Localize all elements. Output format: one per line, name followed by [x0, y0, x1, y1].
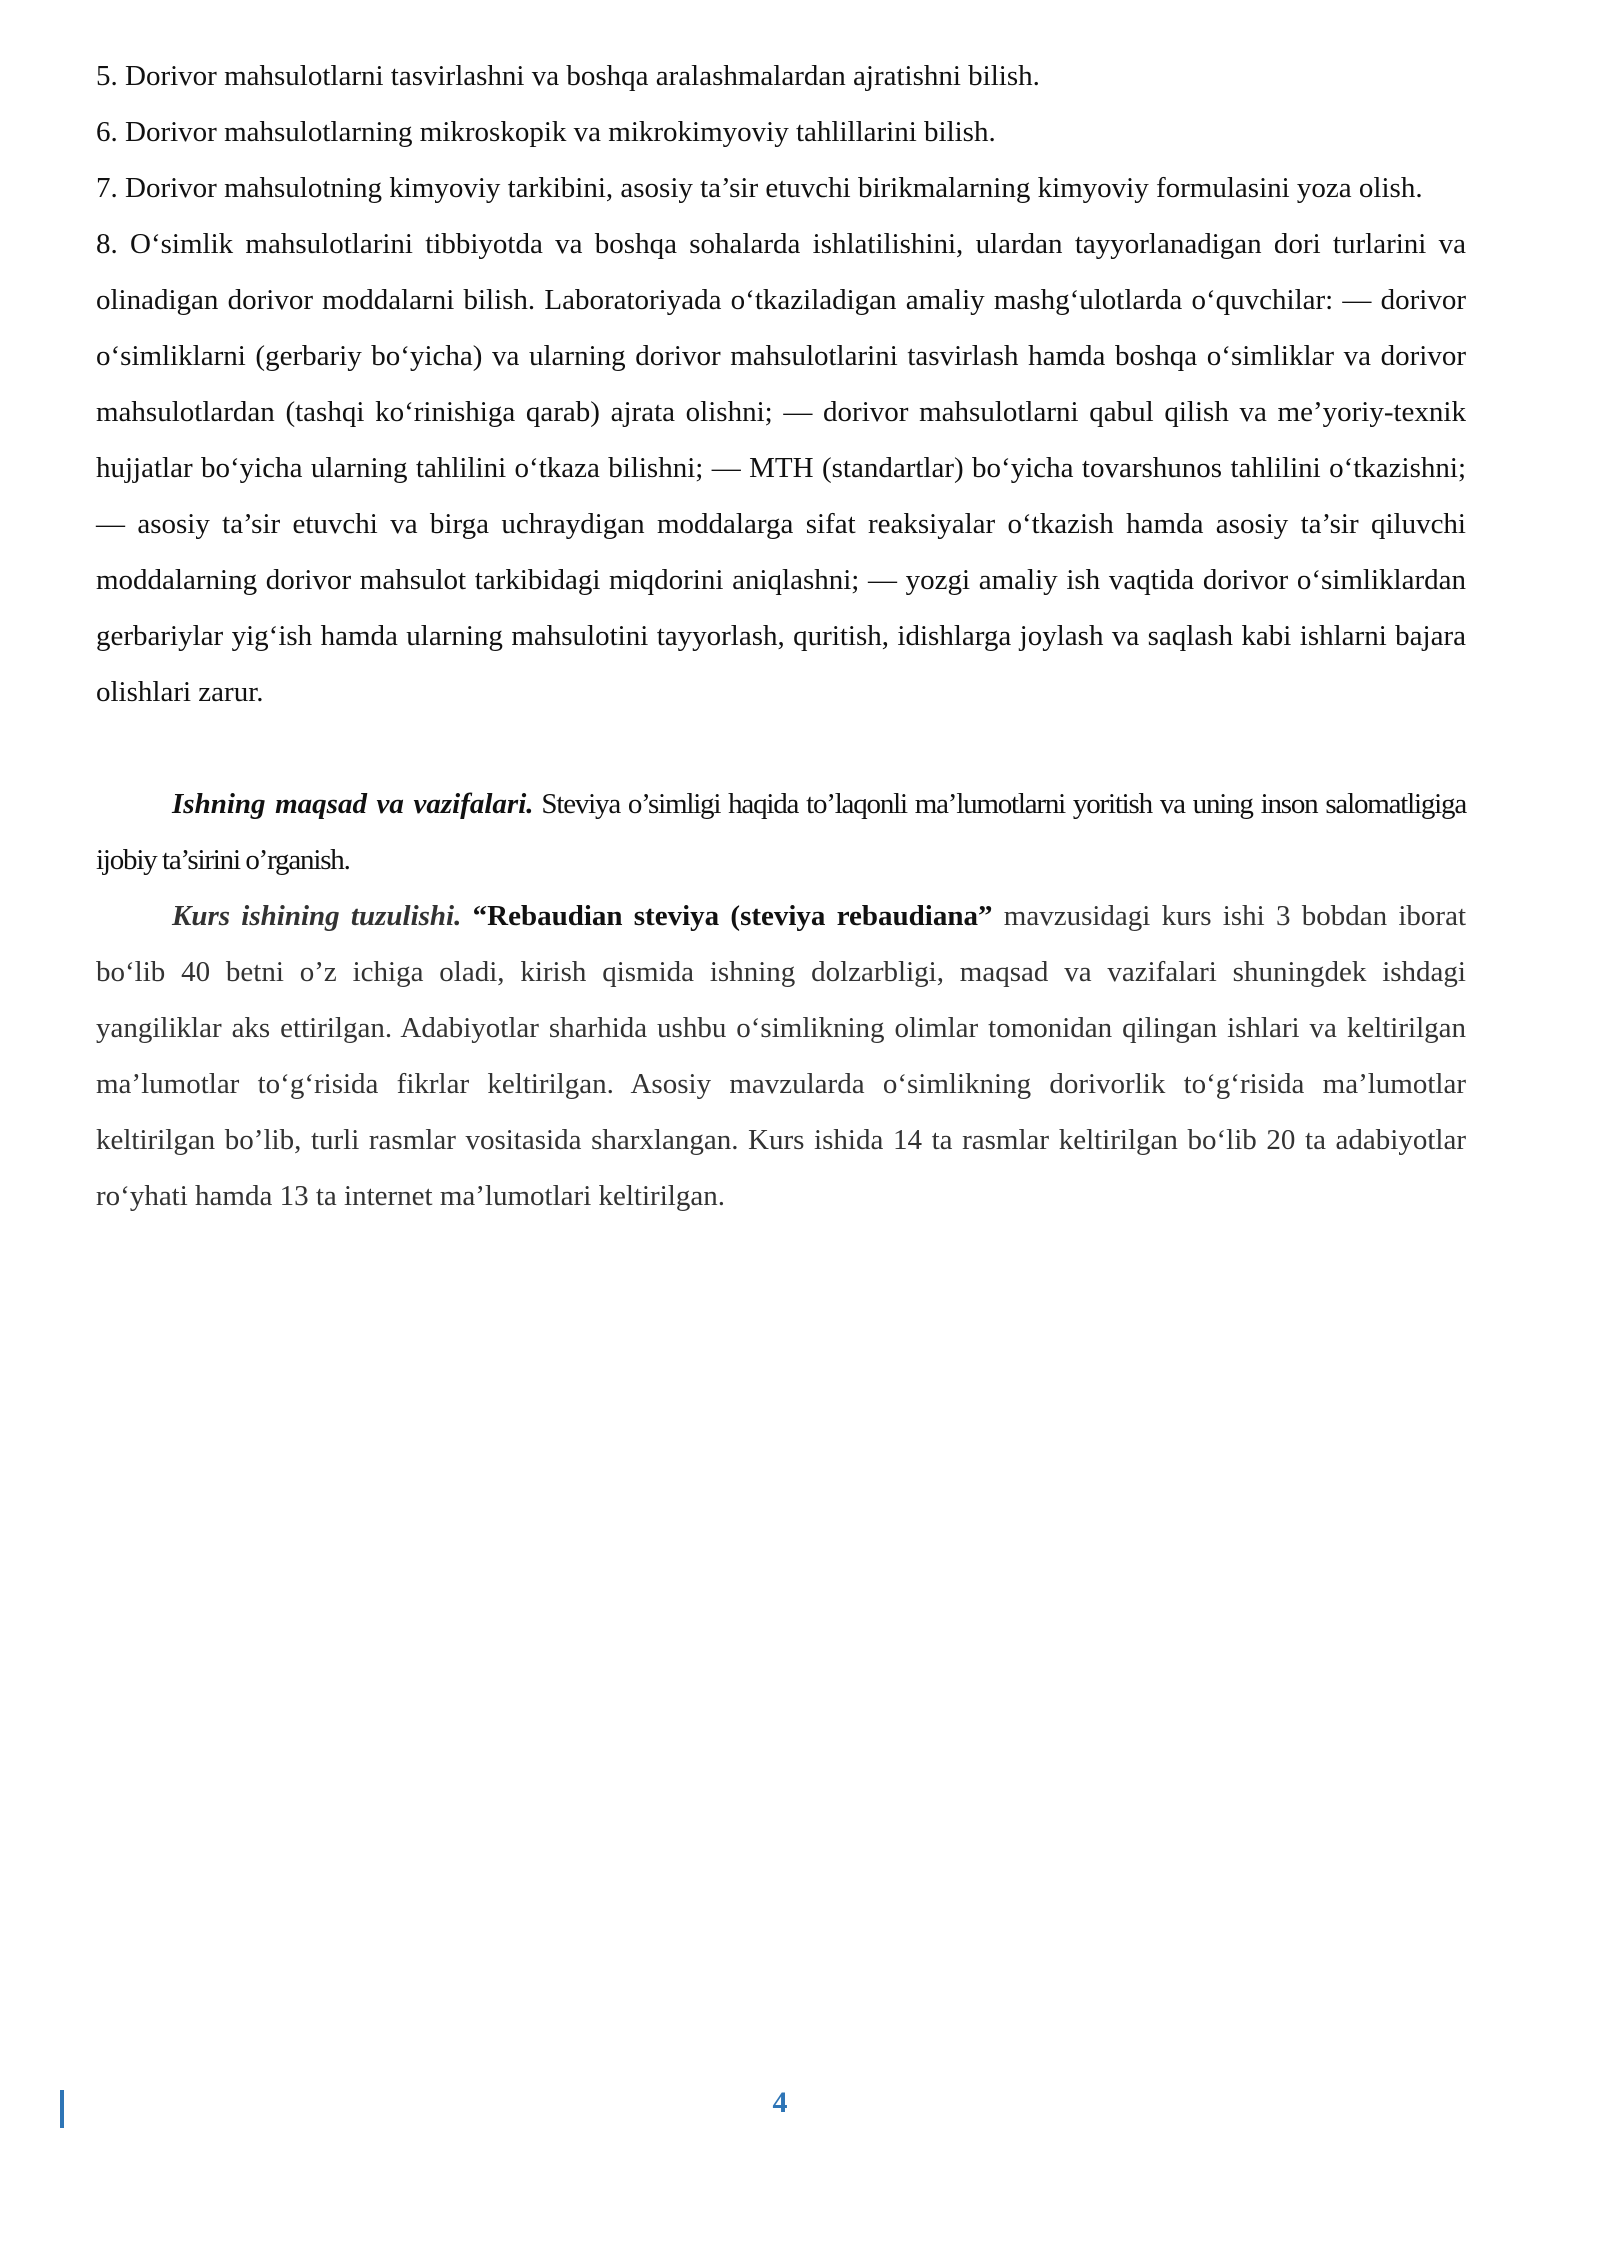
goals-paragraph: [96, 776, 1466, 888]
list-item-6: 6. Dorivor mahsulotlarning mikroskopik va mikrokimyoviy tahlillarini bilish.: [96, 116, 996, 148]
list-item-7: 7. Dorivor mahsulotning kimyoviy tarkibini, asosiy ta’sir etuvchi birikmalarning kimyoviy formulasini yoza olish.: [96, 172, 1423, 204]
structure-text: mavzusidagi kurs ishi 3 bobdan iborat bo‘lib 40 betni o’z ichiga oladi, kirish qismida ishning dolzarbligi, maqsad va vazifalari shuningdek ishdagi yangiliklar aks ettirilgan. Adabiyotlar sharhida ushbu o‘simlikning olimlar tomonidan qilingan ishlari va keltirilgan ma’lumotlar to‘g‘risida fikrlar keltirilgan. Asosiy mavzularda o‘simlikning dorivorlik to‘g‘risida ma’lumotlar keltirilgan bo’lib, turli rasmlar vositasida sharxlangan. Kurs ishida 14 ta rasmlar keltirilgan bo‘lib 20 ta adabiyotlar ro‘yhati hamda 13 ta internet ma’lumotlari keltirilgan.: [96, 900, 1467, 1212]
page-number: 4: [772, 2086, 788, 2119]
goals-heading: Ishning maqsad va vazifalari.: [172, 788, 534, 820]
paragraph-spacer: [96, 720, 1466, 776]
structure-heading: Kurs ishining tuzulishi.: [172, 900, 462, 932]
document-body: [96, 48, 1466, 1224]
goals-text: Steviya o’simligi haqida to’laqonli ma’lumotlarni yoritish va uning inson salomatligiga ijobiy ta’sirini o’rganish.: [96, 788, 1466, 876]
list-item-8: 8. O‘simlik mahsulotlarini tibbiyotda va boshqa sohalarda ishlatilishini, ulardan tayyorlanadigan dori turlarini va olinadigan dorivor moddalarni bilish. Laboratoriyada o‘tkaziladigan amaliy mashg‘ulotlarda o‘quvchilar: — dorivor o‘simliklarni (gerbariy bo‘yicha) va ularning dorivor mahsulotlarini tasvirlash hamda boshqa o‘simliklar va dorivor mahsulotlardan (tashqi ko‘rinishiga qarab) ajrata olishni; — dorivor mahsulotlarni qabul qilish va me’yoriy-texnik hujjatlar bo‘yicha ularning tahlilini o‘tkaza bilishni; — MTH (standartlar) bo‘yicha tovarshunos tahlilini o‘tkazishni; — asosiy ta’sir etuvchi va birga uchraydigan moddalarga sifat reaksiyalar o‘tkazish hamda asosiy ta’sir qiluvchi moddalarning dorivor mahsulot tarkibidagi miqdorini aniqlashni; — yozgi amaliy ish vaqtida dorivor o‘simliklardan gerbariylar yig‘ish hamda ularning mahsulotini tayyorlash, quritish, idishlarga joylash va saqlash kabi ishlarni bajara olishlari zarur.: [96, 228, 1466, 708]
list-item-5: 5. Dorivor mahsulotlarni tasvirlashni va boshqa aralashmalardan ajratishni bilish.: [96, 60, 1040, 92]
structure-title: “Rebaudian steviya (steviya rebaudiana”: [472, 900, 993, 932]
structure-paragraph: [96, 888, 1466, 1224]
